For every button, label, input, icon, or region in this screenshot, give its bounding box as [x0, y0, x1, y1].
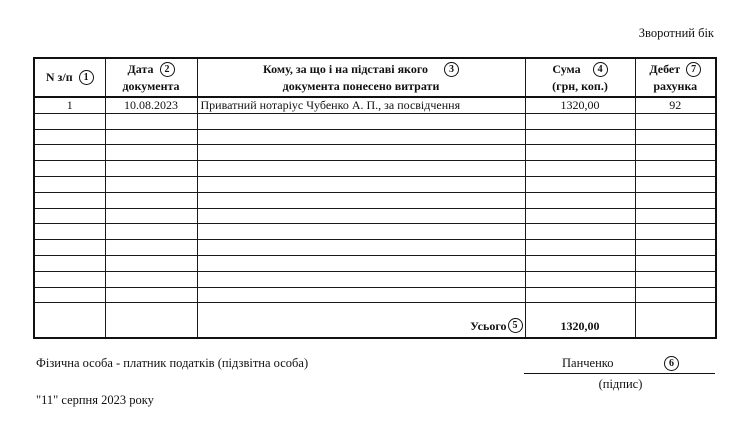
cell-description: [197, 176, 525, 192]
cell-date: [105, 287, 197, 303]
table-row: [34, 97, 716, 113]
column-header-sublabel: (грн, коп.): [552, 78, 608, 93]
cell-number: [34, 240, 105, 256]
cell-description: [197, 113, 525, 129]
cell-date: [105, 129, 197, 145]
cell-description: [197, 240, 525, 256]
reverse-side-label: Зворотний бік: [638, 26, 714, 40]
cell-number: [34, 145, 105, 161]
marker-circle-icon: 4: [593, 62, 608, 77]
cell-number: [34, 176, 105, 192]
column-header-label: Кому, за що і на підставі якого: [263, 62, 428, 77]
table-row: [34, 129, 716, 145]
cell-number: [34, 208, 105, 224]
marker-circle-icon: 7: [686, 62, 701, 77]
marker-circle-icon: 2: [160, 62, 175, 77]
cell-amount: 1320,00: [525, 97, 635, 113]
cell-number: [34, 129, 105, 145]
table-row: [34, 208, 716, 224]
cell-description: [197, 145, 525, 161]
cell-debit-account: [635, 271, 716, 287]
marker-circle-icon: 1: [79, 70, 94, 85]
cell-number: [34, 192, 105, 208]
cell-debit-account: [635, 224, 716, 240]
report-date: "11" серпня 2023 року: [36, 393, 154, 407]
column-header-sublabel: документа понесено витрати: [282, 78, 440, 93]
table-row: [34, 113, 716, 129]
total-label: Усього: [470, 318, 507, 333]
cell-number: [34, 271, 105, 287]
cell-date: [105, 161, 197, 177]
table-row: [34, 271, 716, 287]
table-row: [34, 176, 716, 192]
cell-debit-account: 92: [635, 97, 716, 113]
cell-debit-account: [635, 113, 716, 129]
signature-caption: (підпис): [598, 377, 643, 391]
cell-date: [105, 113, 197, 129]
cell-date: [105, 255, 197, 271]
cell-amount: [525, 271, 635, 287]
cell-number: [34, 287, 105, 303]
cell-description: Приватний нотаріус Чубенко А. П., за посвідчення: [197, 97, 525, 113]
cell-description: [197, 192, 525, 208]
column-header-sublabel: рахунка: [653, 78, 698, 93]
signature-name: Панченко: [562, 356, 614, 370]
cell-date: [105, 208, 197, 224]
cell-amount: [525, 208, 635, 224]
cell-amount: [525, 145, 635, 161]
cell-debit-account: [635, 255, 716, 271]
cell-date: [105, 240, 197, 256]
cell-debit-account: [635, 176, 716, 192]
total-row: [34, 303, 716, 339]
expense-table: [33, 57, 717, 339]
signature-line: [524, 355, 715, 374]
cell-date: [105, 145, 197, 161]
marker-circle-icon: 6: [664, 356, 679, 371]
cell-amount: [525, 287, 635, 303]
cell-date: [105, 192, 197, 208]
table-header-row: [34, 58, 716, 97]
column-header-description: [197, 58, 525, 97]
cell-debit-account: [635, 240, 716, 256]
column-header-amount: [525, 58, 635, 97]
column-header-label: Дебет: [649, 62, 681, 77]
marker-circle-icon: 3: [444, 62, 459, 77]
cell-amount: [525, 255, 635, 271]
table-row: [34, 287, 716, 303]
table-row: [34, 161, 716, 177]
signature-block: [524, 355, 715, 392]
total-label-cell: [197, 303, 525, 339]
cell-description: [197, 208, 525, 224]
table-row: [34, 145, 716, 161]
cell-description: [197, 161, 525, 177]
cell-amount: [525, 176, 635, 192]
total-cell-debit: [635, 303, 716, 339]
table-row: [34, 240, 716, 256]
cell-number: [34, 255, 105, 271]
total-cell-number: [34, 303, 105, 339]
table-row: [34, 255, 716, 271]
cell-description: [197, 224, 525, 240]
cell-number: [34, 113, 105, 129]
cell-debit-account: [635, 192, 716, 208]
cell-date: [105, 271, 197, 287]
column-header-date: [105, 58, 197, 97]
column-header-number: [34, 58, 105, 97]
column-header-label: Дата: [127, 62, 154, 77]
cell-description: [197, 271, 525, 287]
cell-debit-account: [635, 161, 716, 177]
cell-amount: [525, 240, 635, 256]
table-row: [34, 192, 716, 208]
cell-amount: [525, 113, 635, 129]
cell-date: [105, 224, 197, 240]
cell-date: 10.08.2023: [105, 97, 197, 113]
cell-amount: [525, 161, 635, 177]
cell-date: [105, 176, 197, 192]
column-header-debit: [635, 58, 716, 97]
column-header-label: Сума: [552, 62, 581, 77]
cell-debit-account: [635, 129, 716, 145]
cell-description: [197, 255, 525, 271]
cell-debit-account: [635, 208, 716, 224]
column-header-sublabel: документа: [122, 78, 180, 93]
cell-description: [197, 129, 525, 145]
total-amount: 1320,00: [525, 303, 635, 339]
cell-amount: [525, 129, 635, 145]
marker-circle-icon: 5: [508, 318, 523, 333]
cell-number: [34, 161, 105, 177]
cell-amount: [525, 192, 635, 208]
column-header-label: N з/п: [45, 70, 73, 85]
cell-amount: [525, 224, 635, 240]
taxpayer-label: Фізична особа - платник податків (підзвітна особа): [36, 356, 309, 370]
cell-description: [197, 287, 525, 303]
total-cell-date: [105, 303, 197, 339]
cell-debit-account: [635, 145, 716, 161]
cell-number: [34, 224, 105, 240]
cell-debit-account: [635, 287, 716, 303]
cell-number: 1: [34, 97, 105, 113]
table-row: [34, 224, 716, 240]
